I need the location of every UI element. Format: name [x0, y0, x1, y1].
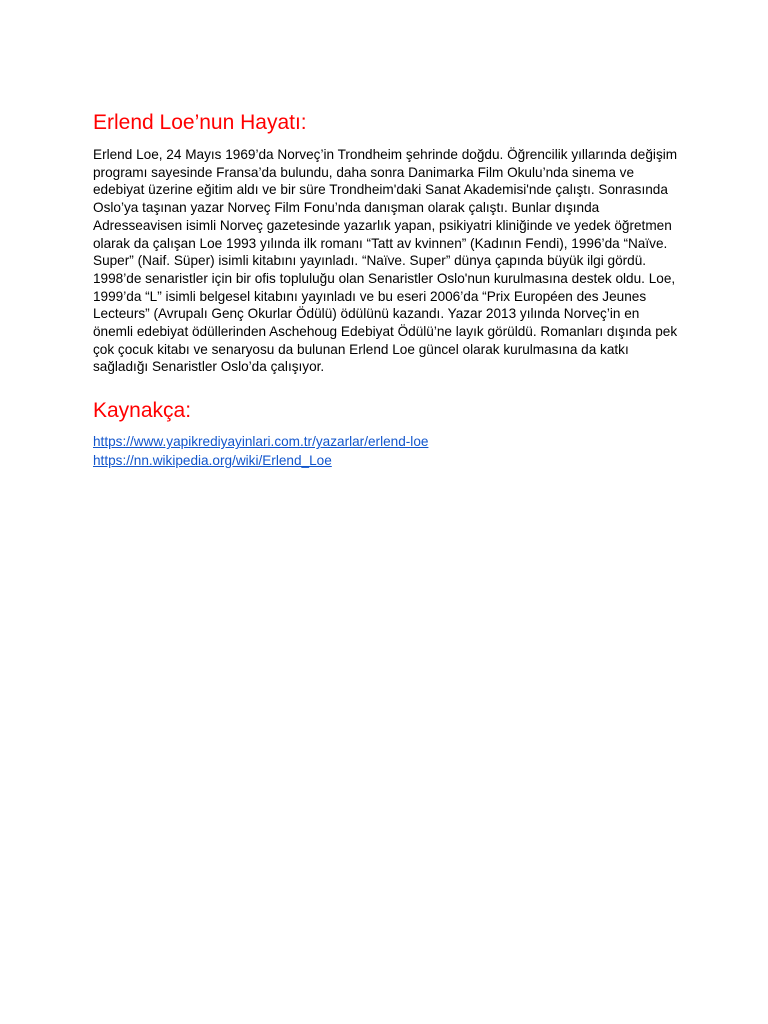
bio-heading: Erlend Loe’nun Hayatı: [93, 111, 307, 134]
document-content [93, 110, 678, 470]
reference-link-yapikredi[interactable]: https://www.yapikrediyayinlari.com.tr/yazarlar/erlend-loe [93, 434, 429, 450]
references-list [93, 433, 678, 470]
references-heading: Kaynakça: [93, 399, 192, 423]
reference-link-wikipedia[interactable]: https://nn.wikipedia.org/wiki/Erlend_Loe [93, 452, 332, 468]
bio-paragraph: Erlend Loe, 24 Mayıs 1969’da Norveç’in Trondheim şehrinde doğdu. Öğrencilik yıllarında değişim programı sayesinde Fransa’da bulundu, daha sonra Danimarka Film Okulu’nda sinema ve edebiyat üzerine eğitim aldı ve bir süre Trondheim'daki Sanat Akademisi'nde çalıştı. Sonrasında Oslo’ya taşınan yazar Norveç Film Fonu’nda danışman olarak çalıştı. Bunlar dışında Adresseavisen isimli Norveç gazetesinde yazarlık yapan, psikiyatri kliniğinde ve yedek öğretmen olarak da çalışan Loe 1993 yılında ilk romanı “Tatt av kvinnen” (Kadının Fendi), 1996’da “Naïve. Super” (Naif. Süper) isimli kitabını yayınladı. “Naïve. Super” dünya çapında büyük ilgi gördü. 1998’de senaristler için bir ofis topluluğu olan Senaristler Oslo'nun kurulmasına destek oldu. Loe, 1999’da “L” isimli belgesel kitabını yayınladı ve bu eseri 2006’da “Prix Européen des Jeunes Lecteurs” (Avrupalı Genç Okurlar Ödülü) ödülünü kazandı. Yazar 2013 yılında Norveç’in en önemli edebiyat ödüllerinden Aschehoug Edebiyat Ödülü’ne layık görüldü. Romanları dışında pek çok çocuk kitabı ve senaryosu da bulunan Erlend Loe güncel olarak kurulmasına da katkı sağladığı Senaristler Oslo’da çalışıyor. [93, 147, 678, 375]
